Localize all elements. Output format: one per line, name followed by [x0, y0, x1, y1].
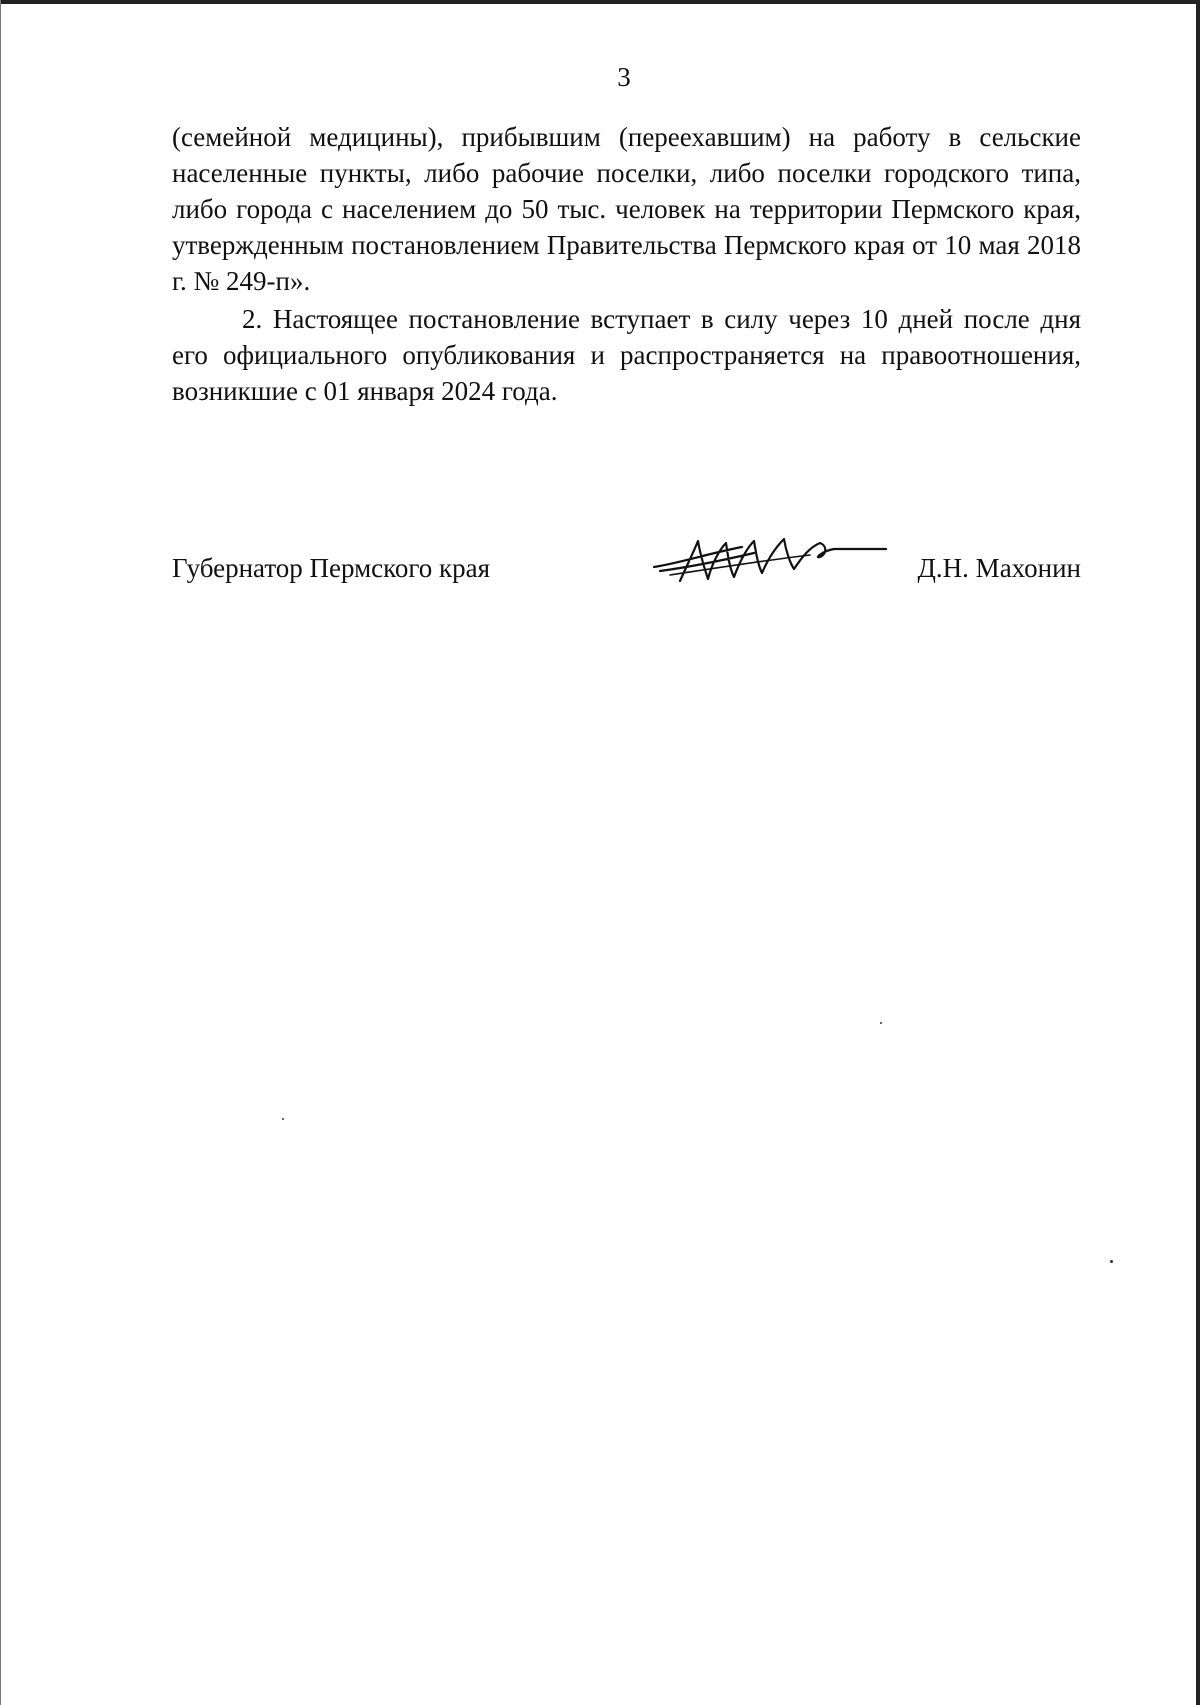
scan-speck: [282, 1118, 284, 1120]
scan-border-left: [0, 0, 1, 1705]
page-number: 3: [617, 62, 631, 92]
scan-speck: [880, 1022, 882, 1024]
signatory-position: Губернатор Пермского края: [172, 553, 491, 583]
paragraph-effective-date: 2. Настоящее постановление вступает в силу через 10 дней после дня его официального опубликования и распространяется на правоотношения, возникшие с 01 января 2024 года.: [172, 304, 1081, 406]
paragraph-continuation: (семейной медицины), прибывшим (переехавшим) на работу в сельские населенные пункты, либо рабочие поселки, либо поселки городского типа, либо города с населением до 50 тыс. человек на территории Пермского края, утвержденным постановлением Правительства Пермского края от 10 мая 2018 г. № 249-п».: [172, 122, 1081, 296]
scan-border-right: [1196, 0, 1200, 1705]
signatory-name: Д.Н. Махонин: [917, 553, 1081, 583]
signature-block: [172, 545, 1081, 595]
scan-border-top: [0, 0, 1200, 4]
scan-speck: [1110, 1260, 1113, 1263]
handwritten-signature: [650, 523, 890, 593]
document-body: [172, 119, 1081, 409]
